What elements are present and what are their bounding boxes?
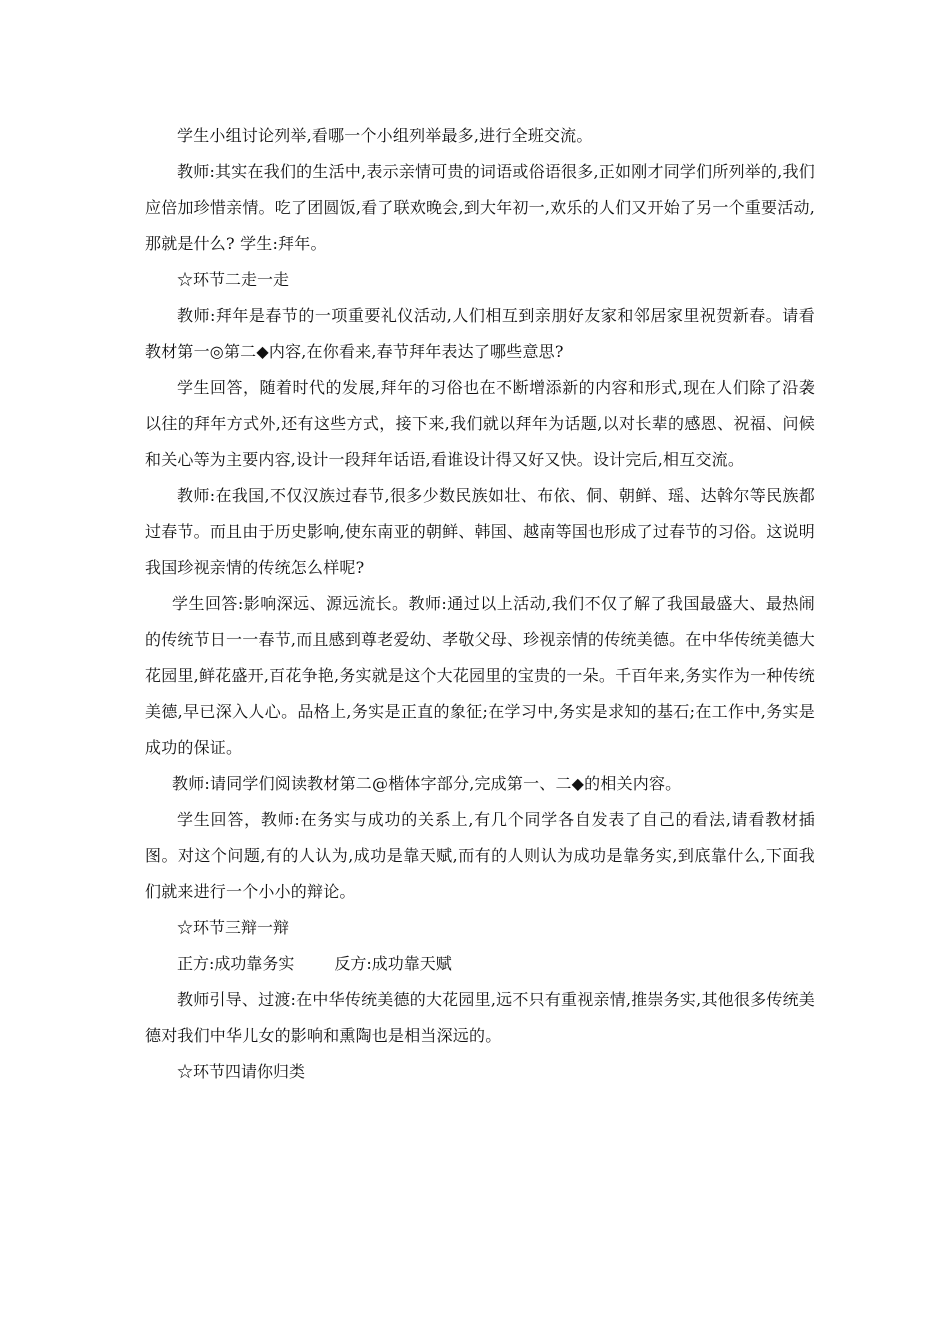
- section-heading-3: ☆环节三辩一辩: [177, 918, 290, 937]
- debate-pro: 正方:成功靠务实: [177, 954, 295, 973]
- paragraph-group-discussion: 学生小组讨论列举,看哪一个小组列举最多,进行全班交流。: [177, 126, 593, 145]
- paragraph-teacher-new-year-visit: 教师:拜年是春节的一项重要礼仪活动,人们相互到亲朋好友家和邻居家里祝贺新春。请看教材第一◎第二◆内容,在你看来,春节拜年表达了哪些意思?: [145, 306, 815, 361]
- paragraph-teacher-ethnic-groups: 教师:在我国,不仅汉族过春节,很多少数民族如壮、布依、侗、朝鲜、瑶、达斡尔等民族都过春节。而且由于历史影响,使东南亚的朝鲜、韩国、越南等国也形成了过春节的习俗。这说明我国珍视亲情的传统怎么样呢?: [145, 486, 815, 577]
- section-heading-4: ☆环节四请你归类: [177, 1062, 306, 1081]
- paragraph-student-answer-virtues: 学生回答:影响深远、源远流长。教师:通过以上活动,我们不仅了解了我国最盛大、最热闹的传统节日一一春节,而且感到尊老爱幼、孝敬父母、珍视亲情的传统美德。在中华传统美德大花园里,鲜花盛开,百花争艳,务实就是这个大花园里的宝贵的一朵。千百年来,务实作为一种传统美德,早已深入人心。品格上,务实是正直的象征;在学习中,务实是求知的基石;在工作中,务实是成功的保证。: [145, 594, 815, 757]
- paragraph-teacher-family: 教师:其实在我们的生活中,表示亲情可贵的词语或俗语很多,正如刚才同学们所列举的,我们应倍加珍惜亲情。吃了团圆饭,看了联欢晚会,到大年初一,欢乐的人们又开始了另一个重要活动,那就是什么? 学生:拜年。: [145, 162, 815, 253]
- section-heading-2: ☆环节二走一走: [177, 270, 290, 289]
- debate-sides: [145, 946, 815, 982]
- paragraph-student-debate-intro: 学生回答，教师:在务实与成功的关系上,有几个同学各自发表了自己的看法,请看教材插图。对这个问题,有的人认为,成功是靠天赋,而有的人则认为成功是靠务实,到底靠什么,下面我们就来进行一个小小的辩论。: [145, 810, 815, 901]
- document-page: [145, 118, 815, 1090]
- paragraph-teacher-transition: 教师引导、过渡:在中华传统美德的大花园里,远不只有重视亲情,推崇务实,其他很多传统美德对我们中华儿女的影响和熏陶也是相当深远的。: [145, 990, 815, 1045]
- debate-con: 反方:成功靠天赋: [334, 954, 452, 973]
- paragraph-student-greeting: 学生回答，随着时代的发展,拜年的习俗也在不断增添新的内容和形式,现在人们除了沿袭以往的拜年方式外,还有这些方式，接下来,我们就以拜年为话题,以对长辈的感恩、祝福、问候和关心等为主要内容,设计一段拜年话语,看谁设计得又好又快。设计完后,相互交流。: [145, 378, 815, 469]
- paragraph-teacher-reading: 教师:请同学们阅读教材第二@楷体字部分,完成第一、二◆的相关内容。: [172, 774, 682, 793]
